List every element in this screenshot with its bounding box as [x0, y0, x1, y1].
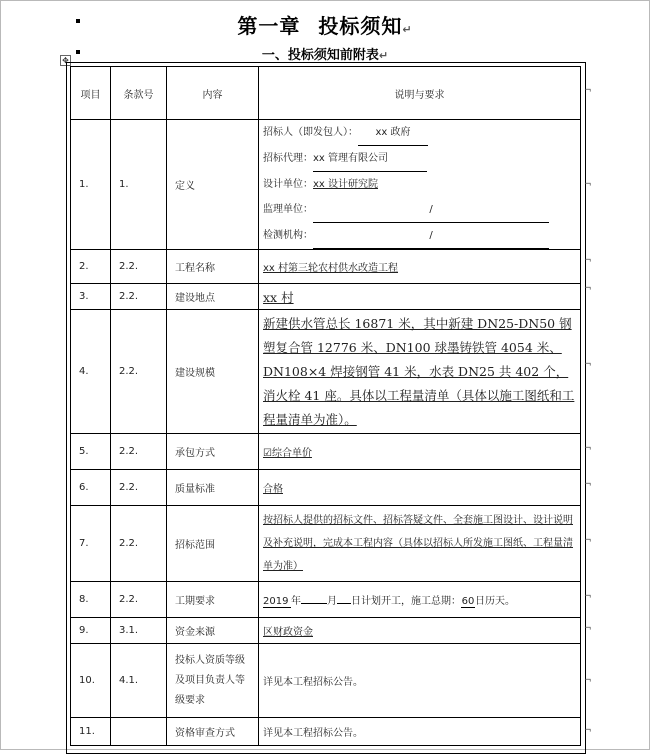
paragraph-mark-icon: ↵: [402, 23, 413, 36]
section-title: 一、投标须知前附表↵: [261, 48, 389, 63]
cell-item: 7.: [71, 506, 111, 582]
cell-content: 建设地点: [167, 284, 259, 310]
cell-item: 9.: [71, 618, 111, 644]
table-row: [71, 120, 581, 250]
cell-desc: ☑综合单价: [259, 434, 581, 470]
cell-item: 8.: [71, 582, 111, 618]
cell-desc: 合格: [259, 470, 581, 506]
cell-desc: [259, 120, 581, 250]
definition-line: 招标代理：xx 管理有限公司: [263, 146, 576, 172]
cell-end-mark-icon: ¬: [584, 444, 592, 454]
table-header-row: [71, 67, 581, 120]
table-row: [71, 310, 581, 434]
cell-item: 3.: [71, 284, 111, 310]
cell-clause: 2.2.: [111, 434, 167, 470]
cell-clause: 2.2.: [111, 582, 167, 618]
table-row: [71, 718, 581, 746]
cell-end-mark-icon: ¬: [584, 86, 592, 96]
definition-line: 检测机构： /: [263, 223, 576, 249]
cell-item: 5.: [71, 434, 111, 470]
cell-end-mark-icon: ¬: [584, 726, 592, 736]
cell-end-mark-icon: ¬: [584, 180, 592, 190]
cell-clause: [111, 718, 167, 746]
cell-content: 承包方式: [167, 434, 259, 470]
definition-line: 设计单位：xx 设计研究院: [263, 179, 379, 190]
cell-content: 投标人资质等级及项目负责人等级要求: [167, 644, 259, 718]
table-row: [71, 506, 581, 582]
cell-content: 工程名称: [167, 250, 259, 284]
cell-content: 招标范围: [167, 506, 259, 582]
table-row: [71, 470, 581, 506]
chapter-number: 第一章: [237, 14, 301, 38]
cell-item: 6.: [71, 470, 111, 506]
cell-desc: xx 村第三轮农村供水改造工程: [259, 250, 581, 284]
chapter-heading: [0, 10, 650, 39]
cell-desc: 按招标人提供的招标文件、招标答疑文件、全套施工图设计、设计说明及补充说明，完成本工程内容（具体以招标人所发施工图纸、工程量清单为准）: [259, 506, 581, 582]
cell-end-mark-icon: ¬: [584, 284, 592, 294]
cell-item: 1.: [71, 120, 111, 250]
cell-content: 资格审查方式: [167, 718, 259, 746]
cell-desc: 详见本工程招标公告。: [259, 644, 581, 718]
cell-end-mark-icon: ¬: [584, 256, 592, 266]
cell-content: 资金来源: [167, 618, 259, 644]
header-clause: 条款号: [111, 67, 167, 120]
cell-desc: xx 村: [259, 284, 581, 310]
cell-clause: 3.1.: [111, 618, 167, 644]
cell-clause: 2.2.: [111, 470, 167, 506]
table-row: [71, 644, 581, 718]
cell-desc: 2019 年 月 日计划开工，施工总期：60日历天。: [259, 582, 581, 618]
cell-end-mark-icon: ¬: [584, 592, 592, 602]
header-desc: 说明与要求: [259, 67, 581, 120]
header-content: 内容: [167, 67, 259, 120]
cell-item: 4.: [71, 310, 111, 434]
cell-clause: 2.2.: [111, 284, 167, 310]
table-row: [71, 434, 581, 470]
cell-end-mark-icon: ¬: [584, 536, 592, 546]
bid-info-table: [70, 66, 581, 746]
header-item: 项目: [71, 67, 111, 120]
cell-desc: 区财政资金: [259, 618, 581, 644]
paragraph-mark-icon: ↵: [378, 49, 389, 62]
cell-end-mark-icon: ¬: [584, 360, 592, 370]
cell-content: 质量标准: [167, 470, 259, 506]
cell-end-mark-icon: ¬: [584, 480, 592, 490]
cell-desc: 新建供水管总长 16871 米，其中新建 DN25-DN50 钢塑复合管 12776 米、DN100 球墨铸铁管 4054 米、DN108×4 焊接钢管 41 米，水表 DN25 共 402 个，消火栓 41 座。具体以工程量清单（具体以施工图纸和工程量清单为准）。: [259, 310, 581, 434]
chapter-title: 投标须知: [318, 14, 403, 38]
cell-content: 工期要求: [167, 582, 259, 618]
cell-clause: 4.1.: [111, 644, 167, 718]
table-row: [71, 582, 581, 618]
cell-item: 10.: [71, 644, 111, 718]
cell-item: 2.: [71, 250, 111, 284]
cell-desc: 详见本工程招标公告。: [259, 718, 581, 746]
cell-end-mark-icon: ¬: [584, 676, 592, 686]
table-row: [71, 284, 581, 310]
cell-clause: 2.2.: [111, 506, 167, 582]
cell-clause: 2.2.: [111, 250, 167, 284]
cell-content: 建设规模: [167, 310, 259, 434]
table-row: [71, 250, 581, 284]
cell-content: 定义: [167, 120, 259, 250]
definition-line: 招标人（即发包人）： xx 政府: [263, 120, 576, 146]
table-row: [71, 618, 581, 644]
cell-clause: 1.: [111, 120, 167, 250]
cell-end-mark-icon: ¬: [584, 624, 592, 634]
table-move-handle-icon[interactable]: ✥: [60, 55, 71, 66]
cell-clause: 2.2.: [111, 310, 167, 434]
definition-line: 监理单位： /: [263, 197, 576, 223]
cell-item: 11.: [71, 718, 111, 746]
